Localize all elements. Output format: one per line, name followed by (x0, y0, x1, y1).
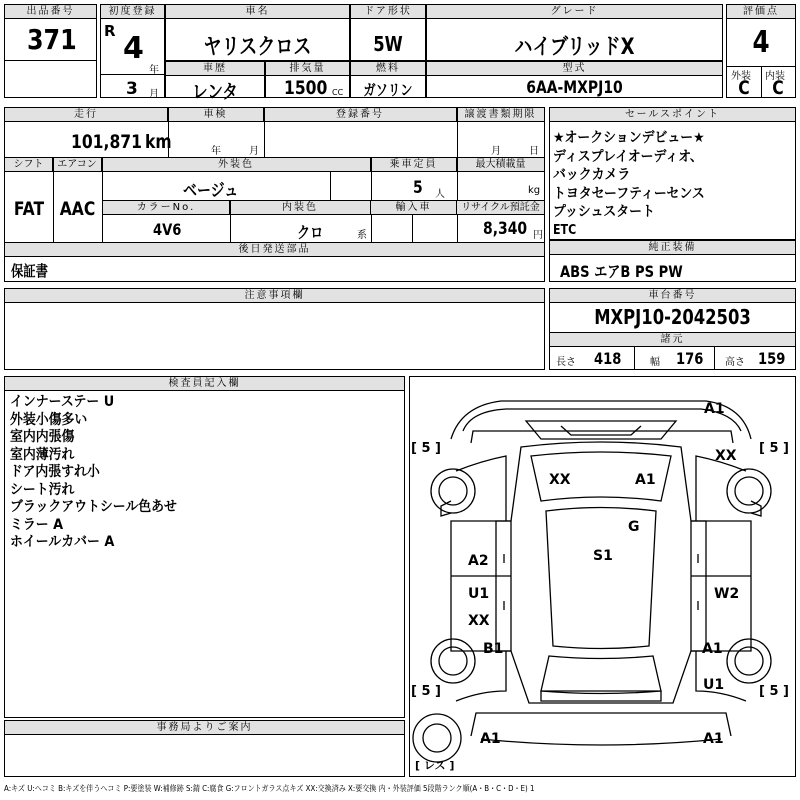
displacement-box (265, 61, 350, 98)
damage-mark: XX (468, 613, 490, 629)
chassis-header: 車台番号 (550, 289, 795, 303)
chassis-number: MXPJ10-2042503 (594, 305, 751, 329)
damage-mark: A2 (468, 553, 489, 569)
inspector-header: 検査員記入欄 (5, 377, 404, 391)
door-box (350, 4, 426, 61)
grade: ハイブリッドX (514, 35, 635, 60)
later-parts: 保証書 (11, 262, 48, 280)
ac-header: エアコン (53, 158, 102, 172)
inspection-header: 車検 (168, 108, 264, 122)
model-header: 型式 (427, 62, 722, 76)
first-reg-box (100, 4, 165, 98)
sales-point-4: トヨタセーフティーセンス (553, 185, 705, 202)
int-color-unit: 系 (357, 230, 367, 241)
capacity-header: 乗車定員 (371, 158, 457, 172)
inspector-note: シート汚れ (10, 481, 75, 498)
capacity-unit: 人 (435, 189, 445, 200)
damage-mark: A1 (702, 641, 723, 657)
genuine-equipment: ABS エアB PS PW (560, 262, 683, 281)
sales-point-5: プッシュスタート (553, 204, 655, 220)
lot-box (4, 4, 97, 98)
score-box (726, 4, 796, 98)
int-color-header: 内装色 (230, 201, 371, 215)
door-type: 5W (373, 32, 403, 56)
grade-header: グレード (427, 5, 722, 19)
damage-mark: B1 (483, 641, 504, 657)
legend: A:キズ U:ヘコミ B:キズを伴うヘコミ P:要塗装 W:補修跡 S:錆 C:腐食 G:フロントガラス点キズ XX:交換済み X:要交換 内・外装評価 5段階ランク順(A・B・C・D・E) 1 (4, 784, 535, 793)
specs-header: 諸元 (550, 332, 795, 347)
height-label: 高さ (725, 357, 745, 368)
ext-color: ベージュ (183, 181, 239, 201)
max-load-header: 最大積載量 (457, 158, 544, 172)
ext-color-header: 外装色 (102, 158, 371, 172)
spare-tire-mark: [ レス ] (415, 759, 455, 772)
damage-mark: A1 (704, 401, 725, 417)
score-header: 評価点 (727, 5, 795, 19)
month-unit: 月 (149, 89, 159, 100)
later-parts-header: 後日発送部品 (5, 243, 544, 256)
fuel-header: 燃料 (351, 62, 425, 76)
transfer-month-unit: 月 (491, 146, 501, 157)
damage-mark: G (628, 519, 640, 535)
inspector-box (4, 376, 405, 718)
car-diagram-box (409, 376, 796, 777)
name-header: 車名 (166, 5, 349, 19)
damage-mark: W2 (714, 586, 740, 602)
sales-point-6: ETC (553, 222, 577, 238)
genuine-header: 純正装備 (550, 241, 795, 255)
damage-mark: U1 (703, 677, 725, 693)
sales-point-2: ディスプレイオーディオ、 (553, 148, 703, 165)
office-header: 事務局よりご案内 (5, 721, 404, 735)
sales-point-list (553, 129, 718, 240)
sales-point-header: セールスポイント (550, 108, 795, 122)
insp-month-unit: 月 (249, 146, 259, 157)
transfer-day-unit: 日 (529, 146, 539, 157)
car-name: ヤリスクロス (203, 35, 312, 60)
damage-mark: XX (549, 472, 571, 488)
grade-box (426, 4, 723, 61)
tire-mark: [ 5 ] (411, 441, 441, 456)
notes-box (4, 288, 545, 370)
inspector-notes (10, 394, 191, 552)
first-reg-header: 初度登録 (101, 5, 164, 19)
office-box (4, 720, 405, 777)
int-color: クロ (297, 223, 324, 242)
length-label: 長さ (556, 357, 576, 368)
lot-number: 371 (27, 23, 77, 56)
damage-mark: A1 (703, 731, 724, 747)
interior-label: 内装 (765, 71, 785, 82)
inspector-note: ブラックアウトシール色あせ (10, 499, 177, 515)
tire-mark: [ 5 ] (759, 441, 789, 456)
info-block (4, 107, 545, 257)
door-header: ドア形状 (351, 5, 425, 19)
shift: FAT (13, 198, 45, 220)
inspector-note: 室内内張傷 (10, 429, 75, 445)
sales-point-box (549, 107, 796, 240)
car-diagram (410, 377, 795, 776)
recycle-unit: 円 (533, 230, 543, 241)
capacity: 5 (413, 178, 423, 198)
history-box (165, 61, 265, 103)
reg-year: 4 (123, 31, 144, 66)
plate-header: 登録番号 (264, 108, 457, 122)
genuine-box (549, 240, 796, 282)
inspector-note: 外装小傷多い (10, 411, 88, 428)
tire-mark: [ 5 ] (759, 684, 789, 699)
history-header: 車歴 (166, 62, 264, 76)
width: 176 (676, 349, 704, 368)
width-label: 幅 (650, 357, 660, 368)
tire-mark: [ 5 ] (411, 684, 441, 699)
inspector-note: ホイールカバー A (10, 534, 115, 550)
recycle-amount: 8,340 (483, 219, 528, 239)
damage-mark: XX (715, 448, 737, 464)
damage-mark: S1 (593, 548, 613, 564)
cc-unit: CC (332, 88, 344, 97)
interior-score: C (772, 77, 784, 99)
name-box (165, 4, 350, 61)
chassis-box (549, 288, 796, 370)
recycle-header: リサイクル預託金 (457, 201, 544, 215)
damage-mark: A1 (480, 731, 501, 747)
model-box (426, 61, 723, 98)
sales-point-3: バックカメラ (553, 167, 631, 183)
fuel-box (350, 61, 426, 98)
displacement: 1500 (284, 77, 328, 99)
year-unit: 年 (149, 65, 159, 76)
notes-header: 注意事項欄 (5, 289, 544, 303)
color-no-header: カラーNo. (103, 201, 230, 215)
km-unit: km (145, 131, 172, 153)
era-label: R (104, 22, 116, 40)
lot-header: 出品番号 (5, 5, 96, 19)
history: レンタ (192, 81, 238, 103)
import-header: 輸入車 (371, 201, 457, 215)
inspector-note: ドア内張すれ小 (10, 464, 100, 480)
displacement-header: 排気量 (266, 62, 349, 76)
height: 159 (758, 349, 786, 368)
shift-header: シフト (5, 158, 53, 172)
inspector-note: ミラー A (10, 516, 64, 533)
fuel: ガソリン (363, 81, 413, 99)
insp-year-unit: 年 (211, 146, 221, 157)
inspector-note: 室内薄汚れ (10, 446, 75, 463)
exterior-score: C (738, 77, 750, 99)
mileage-header: 走行 (5, 108, 168, 122)
later-parts-box (4, 256, 545, 282)
damage-mark: U1 (468, 586, 490, 602)
transfer-header: 譲渡書類期限 (457, 108, 544, 122)
overall-score: 4 (752, 25, 770, 60)
color-no: 4V6 (153, 220, 182, 239)
inspector-note: インナーステー U (10, 394, 115, 410)
length: 418 (594, 349, 622, 368)
reg-month: 3 (126, 79, 138, 99)
load-unit: kg (528, 185, 541, 196)
sales-point-1: ★オークションデビュー★ (553, 130, 705, 146)
exterior-label: 外装 (731, 71, 751, 82)
ac: AAC (59, 198, 96, 220)
damage-mark: A1 (635, 472, 656, 488)
mileage: 101,871 (71, 131, 142, 153)
model-code: 6AA-MXPJ10 (526, 78, 623, 98)
